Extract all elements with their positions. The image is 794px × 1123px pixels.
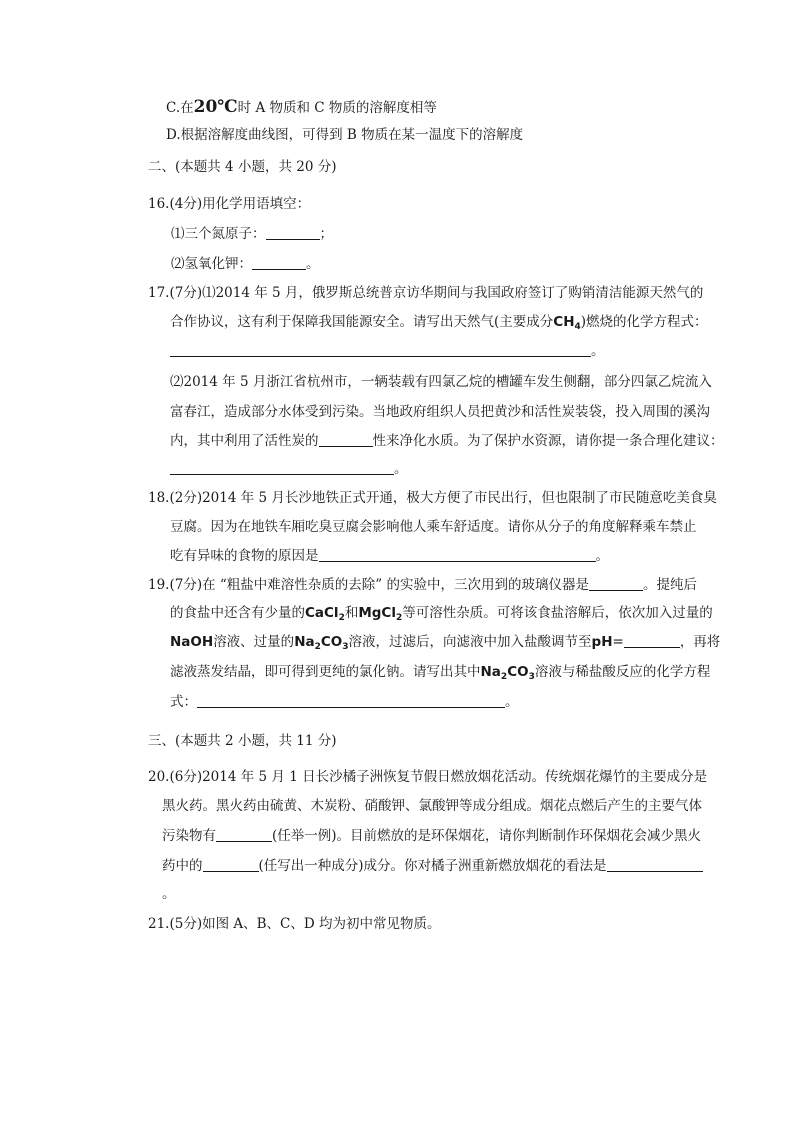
q16-part2: ⑵氢氧化钾： 。 [171, 256, 320, 272]
answer-blank[interactable] [216, 826, 272, 842]
answer-blank[interactable] [203, 856, 259, 872]
q17-line1: 17.(7分)⑴2014 年 5 月，俄罗斯总统普京访华期间与我国政府签订了购销清洁能源天然气的 [148, 285, 704, 301]
q17-line6: 内，其中利用了活性炭的 性来净化水质。为了保护水资源，请你提一条合理化建议： [170, 433, 724, 449]
answer-blank[interactable] [170, 341, 591, 357]
q17-line2: 合作协议，这有利于保障我国能源安全。请写出天然气(主要成分$CH_4$)燃烧的化学方程式： [170, 314, 708, 332]
q17-line4: ⑵2014 年 5 月浙江省杭州市，一辆装载有四氯乙烷的槽罐车发生侧翻，部分四氯乙烷流入 [170, 374, 712, 390]
q17-line7: 。 [170, 459, 408, 479]
q17-line5: 富春江，造成部分水体受到污染。当地政府组织人员把黄沙和活性炭装袋，投入周围的溪沟 [170, 404, 710, 420]
q18-line2: 豆腐。因为在地铁车厢吃臭豆腐会影响他人乘车舒适度。请你从分子的角度解释乘车禁止 [170, 519, 697, 535]
answer-blank[interactable] [252, 254, 306, 270]
q19-line1: 19.(7分)在 “粗盐中难溶性杂质的去除” 的实验中，三次用到的玻璃仪器是 。提纯后 [148, 577, 697, 593]
q18-line1: 18.(2分)2014 年 5 月长沙地铁正式开通，极大方便了市民出行，但也限制了市民随意吃美食臭 [148, 490, 717, 506]
q16-part1: ⑴三个氮原子： ； [171, 226, 333, 242]
q19-line2: 的食盐中还含有少量的CaCl$_2$和MgCl$_2$等可溶性杂质。可将该食盐溶解后，依次加入过量的 [170, 605, 713, 623]
temperature: 20℃ [193, 97, 238, 117]
q18-line3: 吃有异味的食物的原因是 。 [170, 548, 609, 564]
q20-line3: 污染物有 (任举一例)。目前燃放的是环保烟花，请你判断制作环保烟花会减少黑火 [162, 828, 702, 844]
answer-blank[interactable] [607, 856, 703, 872]
answer-blank[interactable] [197, 692, 505, 708]
section-3-heading: 三、(本题共 2 小题，共 11 分) [148, 733, 337, 749]
answer-blank[interactable] [266, 224, 320, 240]
q20-line5: 。 [162, 886, 176, 902]
q17-line3: 。 [170, 341, 605, 361]
option-c: C.在20℃时 A 物质和 C 物质的溶解度相等 [166, 97, 437, 117]
option-d: D.根据溶解度曲线图，可得到 B 物质在某一温度下的溶解度 [166, 127, 524, 143]
q19-line3: NaOH溶液、过量的$Na_2CO_3$溶液，过滤后，向滤液中加入盐酸调节至pH= ，再将 [170, 634, 721, 652]
q16-heading: 16.(4分)用化学用语填空： [148, 196, 311, 212]
q20-line1: 20.(6分)2014 年 5 月 1 日长沙橘子洲恢复节假日燃放烟花活动。传统烟花爆竹的主要成分是 [148, 769, 708, 785]
q20-line4: 药中的 (任写出一种成分)成分。你对橘子洲重新燃放烟花的看法是 [162, 856, 703, 876]
q19-line5: 式： 。 [170, 694, 519, 710]
answer-blank[interactable] [170, 459, 394, 475]
answer-blank[interactable] [319, 546, 596, 562]
answer-blank[interactable] [589, 575, 643, 591]
q20-line2: 黑火药。黑火药由硫黄、木炭粉、硝酸钾、氯酸钾等成分组成。烟花点燃后产生的主要气体 [162, 798, 702, 814]
answer-blank[interactable] [319, 431, 373, 447]
q21-heading: 21.(5分)如图 A、B、C、D 均为初中常见物质。 [148, 916, 441, 932]
answer-blank[interactable] [624, 632, 680, 648]
section-2-heading: 二、(本题共 4 小题，共 20 分) [148, 159, 337, 175]
q19-line4: 滤液蒸发结晶，即可得到更纯的氯化钠。请写出其中$Na_2CO_3$溶液与稀盐酸反应的化学方程 [170, 664, 711, 682]
